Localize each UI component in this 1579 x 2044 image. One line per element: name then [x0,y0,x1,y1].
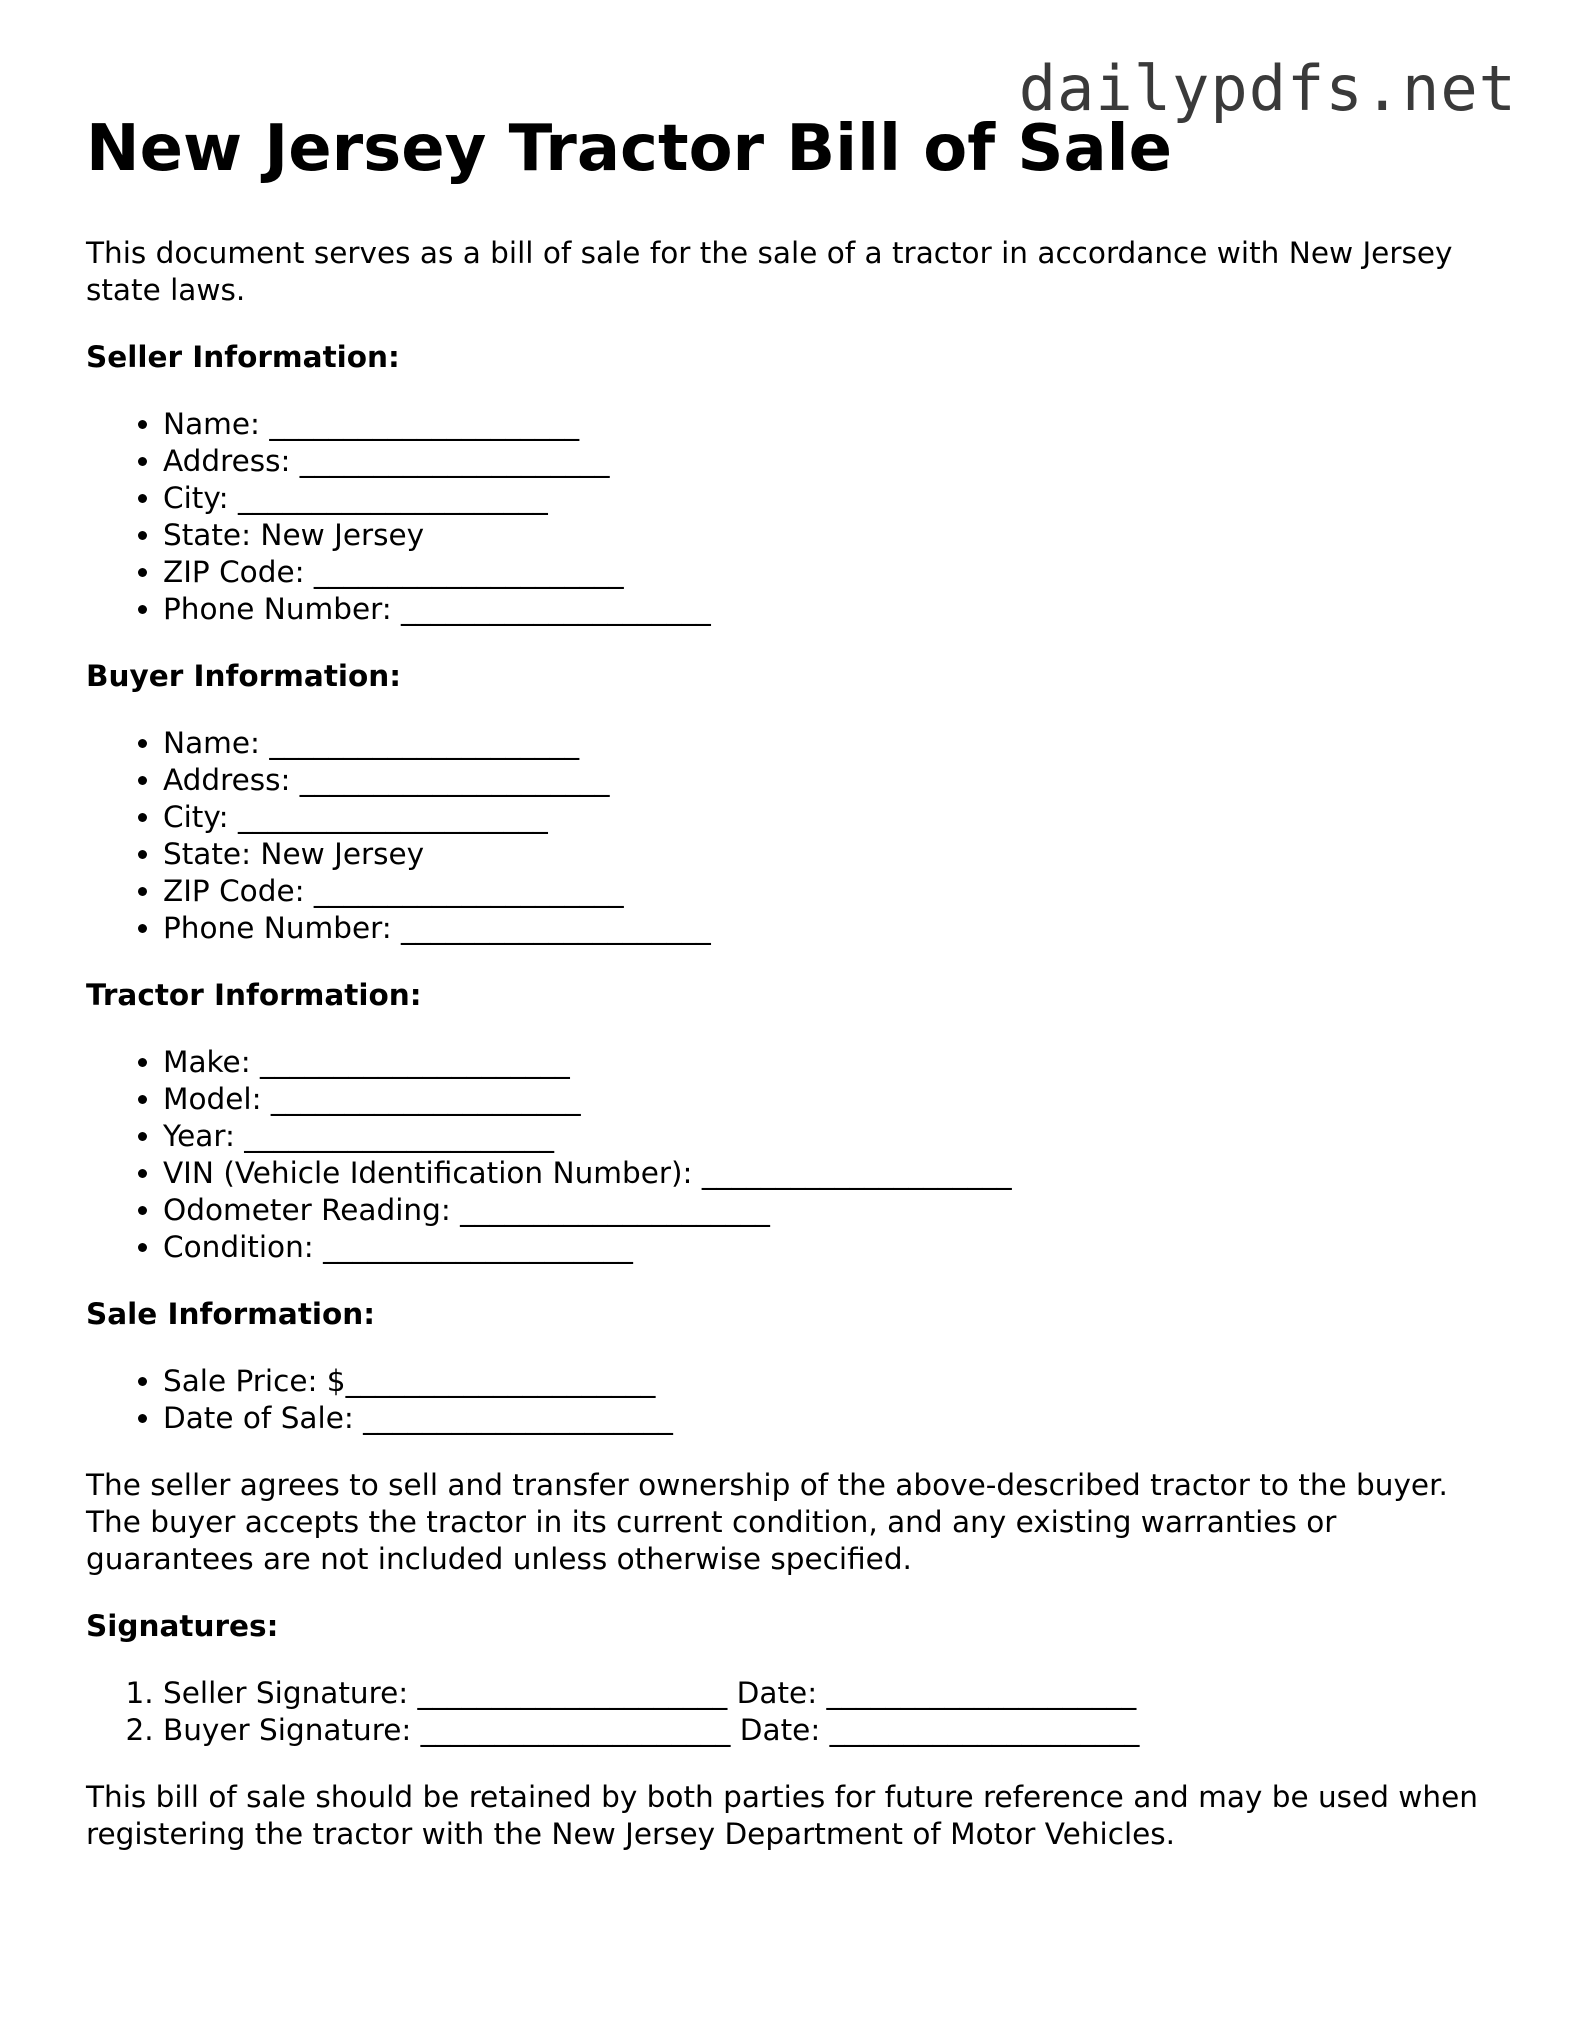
buyer-zip-field: • ZIP Code: _____________________ [163,873,1506,910]
buyer-signature-line: 2. Buyer Signature: _____________________ Date: _____________________ [163,1712,1506,1749]
sale-date-field: • Date of Sale: _____________________ [163,1400,1506,1437]
signatures-list [86,1675,1506,1749]
sale-price-field: • Sale Price: $_____________________ [163,1363,1506,1400]
seller-signature-line: 1. Seller Signature: _____________________ Date: _____________________ [163,1675,1506,1712]
tractor-make-field: • Make: _____________________ [163,1044,1506,1081]
buyer-phone-field: • Phone Number: _____________________ [163,910,1506,947]
seller-address-field: • Address: _____________________ [163,443,1506,480]
page-title: New Jersey Tractor Bill of Sale [86,112,1172,186]
signatures-heading: Signatures: [86,1609,279,1643]
watermark: dailypdfs.net [1018,52,1517,125]
seller-city-field: • City: _____________________ [163,480,1506,517]
tractor-model-field: • Model: _____________________ [163,1081,1506,1118]
seller-phone-field: • Phone Number: _____________________ [163,591,1506,628]
buyer-list [86,725,1506,947]
intro-paragraph: This document serves as a bill of sale for the sale of a tractor in accordance with New Jersey state laws. [86,236,1453,307]
seller-list [86,406,1506,628]
seller-state-field: • State: New Jersey [163,517,1506,554]
seller-heading: Seller Information: [86,340,400,374]
buyer-city-field: • City: _____________________ [163,799,1506,836]
sale-heading: Sale Information: [86,1297,376,1331]
seller-zip-field: • ZIP Code: _____________________ [163,554,1506,591]
buyer-address-field: • Address: _____________________ [163,762,1506,799]
tractor-heading: Tractor Information: [86,978,422,1012]
document-body [86,108,1506,1853]
tractor-odometer-field: • Odometer Reading: _____________________ [163,1192,1506,1229]
buyer-heading: Buyer Information: [86,659,402,693]
tractor-year-field: • Year: _____________________ [163,1118,1506,1155]
seller-name-field: • Name: _____________________ [163,406,1506,443]
closing-paragraph: This bill of sale should be retained by both parties for future reference and may be used when registering the tractor with the New Jersey Department of Motor Vehicles. [86,1780,1478,1851]
tractor-vin-field: • VIN (Vehicle Identification Number): _____________________ [163,1155,1506,1192]
tractor-condition-field: • Condition: _____________________ [163,1229,1506,1266]
buyer-state-field: • State: New Jersey [163,836,1506,873]
tractor-list [86,1044,1506,1266]
agreement-paragraph: The seller agrees to sell and transfer ownership of the above-described tractor to the buyer. The buyer accepts the tractor in its current condition, and any existing warranties or guarantees are not included unless otherwise specified. [86,1468,1448,1576]
buyer-name-field: • Name: _____________________ [163,725,1506,762]
sale-list [86,1363,1506,1437]
